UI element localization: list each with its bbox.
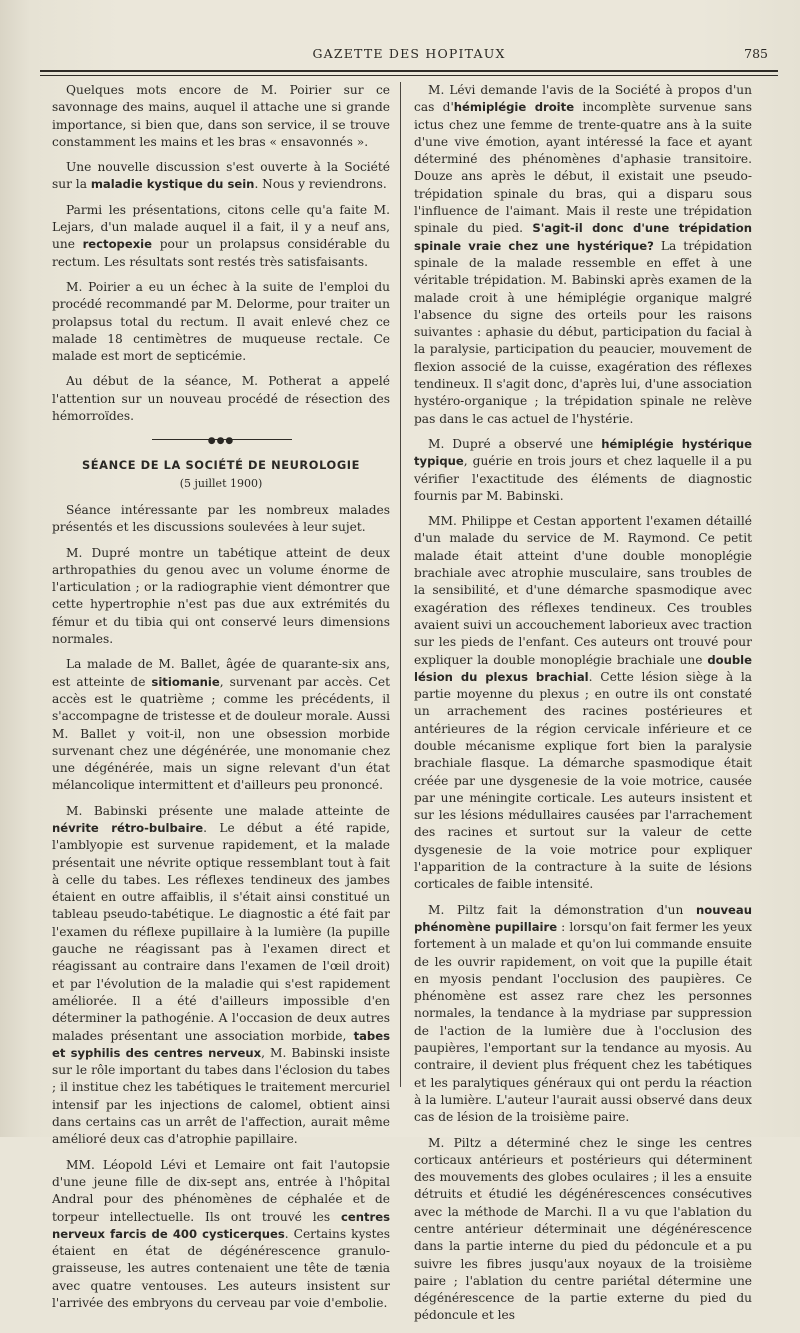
paragraph: M. Piltz a déterminé chez le singe les centres corticaux antérieurs et postérieurs qui déterminent des mouvements des globes oculaires ; il les a ensuite détruits et étudié les dégénérescences consécutives avec la méthode de Marchi. Il a vu que l'ablation du centre antérieur déterminait une dégénérescence dans la partie interne du pied du pédoncule et a pu suivre les fibres jusqu'aux noyaux de la troisième paire ; l'ablation du centre pariétal détermine une dégénérescence de la partie externe du pied du pédoncule et les	[414, 1135, 752, 1323]
paragraph: M. Babinski présente une malade atteinte de névrite rétro-bulbaire. Le début a été rapide, l'amblyopie est survenue rapidement, et la malade présentait une névrite optique ressemblant tout à fait à celle du tabes. Les réflexes tendineux des jambes étaient en outre affaiblis, il s'était ainsi constitué un tableau pseudo-tabétique. Le diagnostic a été fait par l'examen du réflexe pupillaire à la lumière (la pupille gauche ne réagissant pas à l'examen direct et réagissant au contraire dans l'examen de l'œil droit) et par l'évolution de la maladie qui s'est rapidement améliorée. Il a été d'ailleurs impossible d'en déterminer la pathogénie. A l'occasion de deux autres malades présentant une association morbide, tabes et syphilis des centres nerveux, M. Babinski insiste sur le rôle important du tabes dans l'éclosion du tabes ; il institue chez les tabétiques le traitement mercuriel intensif par les injections de calomel, obtient ainsi dans certains cas un arrêt de l'affection, aurait même amélioré deux cas d'atrophie papillaire.	[52, 803, 390, 1147]
paragraph: MM. Philippe et Cestan apportent l'examen détaillé d'un malade du service de M. Raymond. Ce petit malade était atteint d'une double monoplégie brachiale avec atrophie musculaire, sans troubles de la sensibilité, et d'une démarche spasmodique avec exagération des réflexes tendineux. Ces troubles avaient suivi un accouchement laborieux avec traction sur les pieds de l'enfant. Ces auteurs ont trouvé pour expliquer la double monoplégie brachiale une double lésion du plexus brachial. Cette lésion siège à la partie moyenne du plexus ; en outre ils ont constaté un arrachement des racines postérieures et antérieures de la région cervicale inférieure et ce double mécanisme explique fort bien la paralysie brachiale flasque. La démarche spasmodique était créée par une dysgenesie de la voie motrice, causée par une méningite corticale. Les auteurs insistent et sur les lésions médullaires causées par l'arrachement des racines et surtout sur la valeur de cette dysgenesie de la voie motrice pour expliquer l'apparition de la contracture à la suite de lésions corticales de faible intensité.	[414, 514, 752, 892]
paragraph: Séance intéressante par les nombreux malades présentés et les discussions soulevées à leur sujet.	[52, 502, 390, 535]
section-heading: SÉANCE DE LA SOCIÉTÉ DE NEUROLOGIE	[82, 458, 360, 473]
paragraph: Parmi les présentations, citons celle qu'a faite M. Lejars, d'un malade auquel il a fait, il y a neuf ans, une rectopexie pour un prolapsus considérable du rectum. Les résultats sont restés très satisfaisants.	[52, 202, 390, 269]
right-column	[414, 82, 752, 1333]
paragraph: Une nouvelle discussion s'est ouverte à la Société sur la maladie kystique du sein. Nous y reviendrons.	[52, 160, 390, 192]
left-column	[52, 82, 390, 1320]
section-ornament: ●●●	[52, 433, 390, 447]
paragraph: La malade de M. Ballet, âgée de quarante-six ans, est atteinte de sitiomanie, survenant par accès. Cet accès est le quatrième ; comme les précédents, il s'accompagne de tristesse et de douleur morale. Aussi M. Ballet y voit-il, non une obsession morbide survenant chez une dégénérée, une monomanie chez une dégénérée, mais un signe relevant d'un état mélancolique intermittent et d'ailleurs peu prononcé.	[52, 657, 390, 793]
header-rule-thin	[40, 75, 778, 76]
paragraph: M. Poirier a eu un échec à la suite de l'emploi du procédé recommandé par M. Delorme, pour traiter un prolapsus total du rectum. Il avait enlevé chez ce malade 18 centimètres de muqueuse rectale. Ce malade est mort de septicémie.	[52, 279, 390, 364]
journal-title: GAZETTE DES HOPITAUX	[312, 46, 506, 61]
paragraph: M. Dupré montre un tabétique atteint de deux arthropathies du genou avec un volume énorme de l'articulation ; or la radiographie vient démontrer que cette hypertrophie n'est pas due aux extrémités du fémur et du tibia qui ont conservé leurs dimensions normales.	[52, 545, 390, 647]
header-rule-thick	[40, 70, 778, 72]
paragraph: Quelques mots encore de M. Poirier sur ce savonnage des mains, auquel il attache une si grande importance, si bien que, dans son service, il se trouve constamment les mains et les bras « ensavonnés ».	[52, 83, 390, 149]
paragraph: M. Dupré a observé une hémiplégie hystérique typique, guérie en trois jours et chez laquelle il a pu vérifier l'exactitude des éléments de diagnostic fournis par M. Babinski.	[414, 436, 752, 503]
page-header	[40, 44, 778, 68]
paragraph: MM. Léopold Lévi et Lemaire ont fait l'autopsie d'une jeune fille de dix-sept ans, entrée à l'hôpital Andral pour des phénomènes de céphalée et de torpeur intellectuelle. Ils ont trouvé les centres nerveux farcis de 400 cysticerques. Certains kystes étaient en état de dégénérescence granulo-graisseuse, les autres contenaient une tête de tænia avec quatre ventouses. Les auteurs insistent sur l'arrivée des embryons du cerveau par voie d'embolie.	[52, 1157, 390, 1310]
column-divider	[400, 82, 401, 1087]
paragraph: M. Lévi demande l'avis de la Société à propos d'un cas d'hémiplégie droite incomplète survenue sans ictus chez une femme de trente-quatre ans à la suite d'une vive émotion, ayant intéressé la face et ayant déterminé des phénomènes d'aphasie transitoire. Douze ans après le début, il existait une pseudo-trépidation spinale du bras, qui a disparu sous l'influence de l'aimant. Mais il reste une trépidation spinale du pied. S'agit-il donc d'une trépidation spinale vraie chez une hystérique? La trépidation spinale de la malade ressemble en effet à une véritable trépidation. M. Babinski après examen de la malade croit à une hémiplégie organique malgré l'absence du signe des orteils pour les raisons suivantes : aphasie du début, participation du facial à la paralysie, participation du peaucier, mouvement de flexion associé de la cuisse, exagération des réflexes tendineux. Il s'agit donc, d'après lui, d'une association hystéro-organique ; la trépidation spinale ne relève pas dans le cas actuel de l'hystérie.	[414, 83, 752, 426]
paragraph: Au début de la séance, M. Potherat a appelé l'attention sur un nouveau procédé de résection des hémorroïdes.	[52, 374, 390, 424]
section-date: (5 juillet 1900)	[179, 476, 263, 490]
page-number: 785	[744, 46, 768, 61]
paragraph: M. Piltz fait la démonstration d'un nouveau phénomène pupillaire : lorsqu'on fait fermer les yeux fortement à un malade et qu'on lui commande ensuite de les ouvrir rapidement, on voit que la pupille était en myosis pendant l'occlusion des paupières. Ce phénomène est assez rare chez les personnes normales, la tendance à la mydriase par suppression de l'action de la lumière due à l'occlusion des paupières, l'emportant sur la tendance au myosis. Au contraire, il devient plus fréquent chez les tabétiques et les paralytiques généraux qui ont perdu la réaction à la lumière. L'auteur l'aurait aussi observé dans deux cas de lésion de la troisième paire.	[414, 902, 752, 1125]
